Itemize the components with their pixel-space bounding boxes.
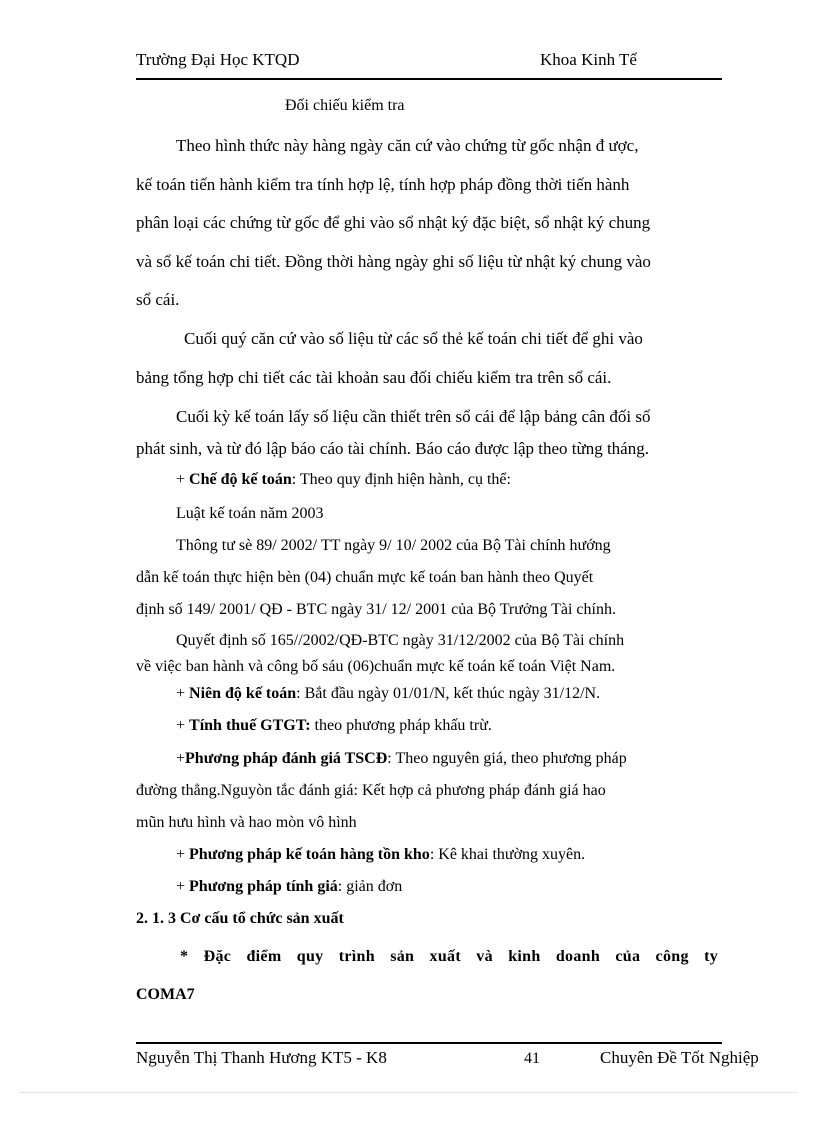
inventory-method-label: Phương pháp kế toán hàng tồn kho — [189, 846, 430, 863]
decision-line: Quyết định số 165//2002/QĐ-BTC ngày 31/12/2002 của Bộ Tài chính — [176, 632, 625, 649]
circular-line: Thông tư sè 89/ 2002/ TT ngày 9/ 10/ 2002 của Bộ Tài chính hướng — [176, 537, 611, 554]
paragraph-line: Cuối quý căn cứ vào số liệu từ các sổ thẻ kế toán chi tiết để ghi vào — [184, 329, 643, 348]
paragraph-line: phát sinh, và từ đó lập báo cáo tài chính. Báo cáo được lập theo từng tháng. — [136, 439, 649, 458]
paragraph-line: bảng tổng hợp chi tiết các tài khoản sau đối chiếu kiểm tra trên sổ cái. — [136, 368, 612, 387]
accounting-regime — [176, 471, 511, 489]
fiscal-year-text: : Bắt đầu ngày 01/01/N, kết thúc ngày 31/12/N. — [296, 685, 601, 702]
accounting-regime-text: : Theo quy định hiện hành, cụ thể: — [291, 471, 511, 488]
bullet-prefix: + — [176, 846, 190, 863]
vat-method — [176, 717, 492, 735]
paragraph-line: và sổ kế toán chi tiết. Đồng thời hàng ngày ghi số liệu từ nhật ký chung vào — [136, 252, 651, 271]
pricing-method — [176, 878, 402, 896]
circular-line: dẫn kế toán thực hiện bèn (04) chuẩn mực kế toán ban hành theo Quyết — [136, 569, 594, 586]
bullet-prefix: + — [176, 750, 186, 767]
page-number: 41 — [524, 1050, 540, 1067]
fixed-asset-label: Phương pháp đánh giá TSCĐ — [185, 750, 388, 767]
pricing-method-label: Phương pháp tính giá — [189, 878, 338, 895]
vat-method-text: theo phương pháp khấu trừ. — [310, 717, 492, 734]
fixed-asset-line: đường thẳng.Nguyòn tắc đánh giá: Kết hợp cả phương pháp đánh giá hao — [136, 782, 606, 799]
bullet-prefix: + — [176, 717, 190, 734]
section-heading: 2. 1. 3 Cơ cấu tổ chức sản xuất — [136, 910, 344, 927]
fixed-asset-text: : Theo nguyên giá, theo phương pháp — [387, 750, 627, 767]
paragraph-line: kế toán tiến hành kiểm tra tính hợp lệ, tính hợp pháp đồng thời tiến hành — [136, 175, 630, 194]
bullet-prefix: + — [176, 685, 190, 702]
bullet-prefix: + — [176, 471, 190, 488]
fixed-asset-method — [176, 750, 627, 768]
inventory-method — [176, 846, 585, 864]
pricing-method-text: : giản đơn — [337, 878, 403, 895]
footer-title: Chuyên Đề Tốt Nghiệp — [600, 1048, 759, 1067]
bullet-prefix: + — [176, 878, 190, 895]
paragraph-line: Theo hình thức này hàng ngày căn cứ vào chứng từ gốc nhận đ ược, — [176, 136, 639, 155]
fiscal-year-label: Niên độ kế toán — [189, 685, 297, 702]
header-faculty: Khoa Kinh Tế — [540, 50, 637, 69]
circular-line: định số 149/ 2001/ QĐ - BTC ngày 31/ 12/ 2001 của Bộ Trưởng Tài chính. — [136, 601, 616, 618]
header-school: Trường Đại Học KTQD — [136, 50, 300, 69]
paragraph-line: phân loại các chứng từ gốc để ghi vào sổ nhật ký đặc biệt, sổ nhật ký chung — [136, 213, 651, 232]
decision-line: về việc ban hành và công bố sáu (06)chuẩn mực kế toán kế toán Việt Nam. — [136, 658, 616, 675]
page-bottom-border — [20, 1092, 796, 1093]
paragraph-line: Cuối kỳ kế toán lấy số liệu cần thiết trên sổ cái để lập bảng cân đối số — [176, 407, 651, 426]
paragraph-line: sổ cái. — [136, 290, 180, 309]
footer-rule — [136, 1042, 722, 1044]
header-rule — [136, 78, 722, 80]
inventory-method-text: : Kê khai thường xuyên. — [429, 846, 586, 863]
subheading-line: * Đặc điểm quy trình sản xuất và kinh doanh của công ty — [180, 948, 718, 965]
fixed-asset-line: mũn hưu hình và hao mòn vô hình — [136, 814, 357, 831]
footer-author: Nguyễn Thị Thanh Hương KT5 - K8 — [136, 1048, 387, 1067]
accounting-law: Luật kế toán năm 2003 — [176, 505, 324, 522]
subheading-line: COMA7 — [136, 986, 195, 1003]
fiscal-year — [176, 685, 600, 703]
accounting-regime-label: Chế độ kế toán — [189, 471, 292, 488]
diagram-caption: Đối chiếu kiểm tra — [285, 97, 405, 114]
vat-method-label: Tính thuế GTGT: — [189, 717, 311, 734]
